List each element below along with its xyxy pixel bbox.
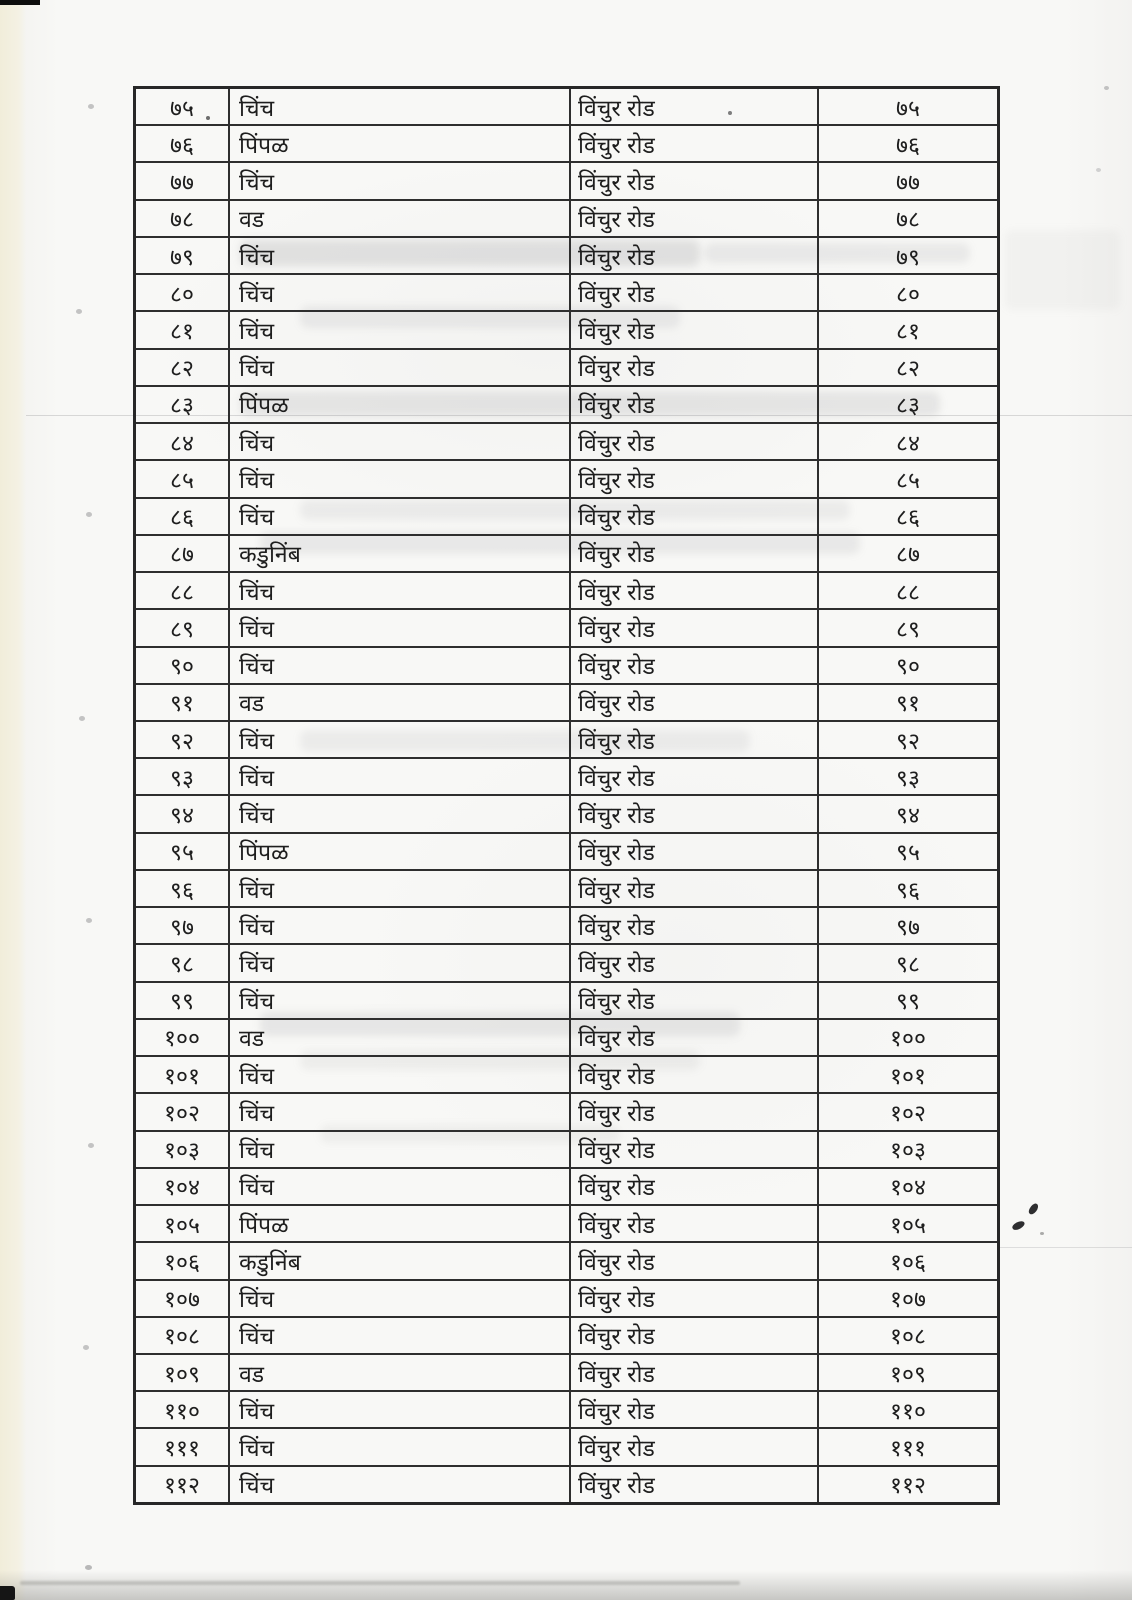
cell-tree-no: १०० bbox=[890, 1025, 926, 1052]
cell-tree-no: ९५ bbox=[896, 839, 920, 866]
cell-tree-type: कडुनिंब bbox=[230, 1243, 571, 1278]
cell-tree-no: ९३ bbox=[896, 764, 920, 791]
scan-speck bbox=[88, 1143, 94, 1148]
cell-tree-type: चिंच bbox=[230, 424, 571, 459]
cell-tree-type: चिंच bbox=[230, 1281, 571, 1316]
table-row bbox=[136, 1169, 997, 1206]
cell-sr-no: ७८ bbox=[136, 201, 230, 236]
cell-location: विंचुर रोड bbox=[571, 1132, 819, 1167]
cell-sr-no: ७९ bbox=[136, 238, 230, 273]
cell-location: विंचुर रोड bbox=[571, 238, 819, 273]
table-row bbox=[136, 238, 997, 275]
cell-location: विंचुर रोड bbox=[571, 796, 819, 831]
cell-sr-no: १११ bbox=[136, 1429, 230, 1464]
cell-tree-no: ७६ bbox=[896, 131, 920, 158]
cell-tree-type: चिंच bbox=[230, 1169, 571, 1204]
cell-sr-no: १०३ bbox=[136, 1132, 230, 1167]
table-row bbox=[136, 424, 997, 461]
scan-speck bbox=[206, 116, 210, 120]
cell-sr-no: ८८ bbox=[136, 573, 230, 608]
cell-location: विंचुर रोड bbox=[571, 908, 819, 943]
cell-sr-no: ९२ bbox=[136, 722, 230, 757]
scan-left-edge-strip bbox=[0, 0, 26, 1600]
table-row bbox=[136, 573, 997, 610]
cell-tree-type: चिंच bbox=[230, 945, 571, 980]
cell-tree-no: ८६ bbox=[896, 504, 920, 531]
cell-sr-no: १०६ bbox=[136, 1243, 230, 1278]
cell-location: विंचुर रोड bbox=[571, 1243, 819, 1278]
cell-location: विंचुर रोड bbox=[571, 126, 819, 161]
cell-tree-type: कडुनिंब bbox=[230, 536, 571, 571]
cell-sr-no: ११२ bbox=[136, 1467, 230, 1502]
cell-tree-type: वड bbox=[230, 1355, 571, 1390]
cell-tree-no: ८३ bbox=[896, 392, 920, 419]
scan-bottom-shadow bbox=[0, 1570, 1132, 1600]
cell-tree-type: चिंच bbox=[230, 871, 571, 906]
cell-tree-no: १०३ bbox=[890, 1137, 926, 1164]
cell-sr-no: १०१ bbox=[136, 1057, 230, 1092]
cell-tree-type: चिंच bbox=[230, 275, 571, 310]
cell-location: विंचुर रोड bbox=[571, 722, 819, 757]
table-row bbox=[136, 275, 997, 312]
scan-corner-mark-top-left bbox=[0, 0, 40, 5]
cell-location: विंचुर रोड bbox=[571, 163, 819, 198]
cell-sr-no: ८१ bbox=[136, 312, 230, 347]
cell-tree-type: चिंच bbox=[230, 908, 571, 943]
table-row bbox=[136, 1392, 997, 1429]
cell-tree-no: ९९ bbox=[896, 988, 920, 1015]
cell-tree-type: चिंच bbox=[230, 350, 571, 385]
table-row bbox=[136, 1467, 997, 1502]
cell-sr-no: ११० bbox=[136, 1392, 230, 1427]
cell-location: विंचुर रोड bbox=[571, 1429, 819, 1464]
cell-tree-type: चिंच bbox=[230, 1392, 571, 1427]
cell-sr-no: ८३ bbox=[136, 387, 230, 422]
cell-tree-type: चिंच bbox=[230, 1132, 571, 1167]
cell-tree-no: ८१ bbox=[896, 318, 920, 345]
table-row bbox=[136, 126, 997, 163]
cell-sr-no: ९६ bbox=[136, 871, 230, 906]
cell-location: विंचुर रोड bbox=[571, 685, 819, 720]
cell-tree-type: पिंपळ bbox=[230, 387, 571, 422]
cell-sr-no: ९५ bbox=[136, 834, 230, 869]
cell-tree-no: १०९ bbox=[890, 1360, 926, 1387]
cell-location: विंचुर रोड bbox=[571, 1020, 819, 1055]
cell-location: विंचुर रोड bbox=[571, 424, 819, 459]
cell-location: विंचुर रोड bbox=[571, 1355, 819, 1390]
cell-tree-no: ९६ bbox=[896, 876, 920, 903]
table-row bbox=[136, 610, 997, 647]
table-row bbox=[136, 387, 997, 424]
cell-location: विंचुर रोड bbox=[571, 1169, 819, 1204]
cell-tree-type: चिंच bbox=[230, 1429, 571, 1464]
cell-tree-no: ८२ bbox=[896, 355, 920, 382]
bleed-smudge bbox=[1005, 230, 1120, 310]
table-row bbox=[136, 1020, 997, 1057]
cell-tree-no: १११ bbox=[890, 1435, 926, 1462]
cell-location: विंचुर रोड bbox=[571, 312, 819, 347]
cell-tree-type: चिंच bbox=[230, 648, 571, 683]
cell-tree-type: चिंच bbox=[230, 1057, 571, 1092]
ink-mark bbox=[1027, 1202, 1040, 1216]
cell-sr-no: ८६ bbox=[136, 499, 230, 534]
cell-tree-no: ८५ bbox=[896, 466, 920, 493]
cell-sr-no: ९९ bbox=[136, 983, 230, 1018]
cell-location: विंचुर रोड bbox=[571, 536, 819, 571]
cell-tree-no: १०२ bbox=[890, 1099, 926, 1126]
cell-tree-no: ७८ bbox=[896, 206, 920, 233]
cell-tree-no: १०६ bbox=[890, 1248, 926, 1275]
tree-table bbox=[133, 86, 1000, 1505]
cell-tree-type: चिंच bbox=[230, 759, 571, 794]
cell-location: विंचुर रोड bbox=[571, 610, 819, 645]
cell-sr-no: ८९ bbox=[136, 610, 230, 645]
scan-speck bbox=[88, 104, 94, 109]
cell-tree-type: चिंच bbox=[230, 796, 571, 831]
cell-tree-type: चिंच bbox=[230, 461, 571, 496]
cell-location: विंचुर रोड bbox=[571, 1281, 819, 1316]
cell-sr-no: ८२ bbox=[136, 350, 230, 385]
cell-tree-type: वड bbox=[230, 1020, 571, 1055]
table-row bbox=[136, 312, 997, 349]
cell-sr-no: १०० bbox=[136, 1020, 230, 1055]
cell-tree-no: ८४ bbox=[896, 429, 920, 456]
cell-tree-type: चिंच bbox=[230, 1467, 571, 1502]
table-row bbox=[136, 1132, 997, 1169]
table-row bbox=[136, 945, 997, 982]
table-row bbox=[136, 1057, 997, 1094]
cell-tree-type: चिंच bbox=[230, 89, 571, 124]
cell-tree-no: ११० bbox=[890, 1397, 926, 1424]
cell-tree-no: ९४ bbox=[896, 802, 920, 829]
cell-tree-no: ७५ bbox=[896, 94, 920, 121]
cell-tree-no: १०८ bbox=[890, 1323, 926, 1350]
scan-speck bbox=[79, 716, 85, 721]
cell-tree-no: १०१ bbox=[890, 1062, 926, 1089]
table-row bbox=[136, 89, 997, 126]
scan-speck bbox=[86, 918, 92, 923]
cell-sr-no: ८० bbox=[136, 275, 230, 310]
bleed-line bbox=[1000, 1247, 1132, 1248]
cell-location: विंचुर रोड bbox=[571, 945, 819, 980]
cell-tree-type: चिंच bbox=[230, 610, 571, 645]
scan-speck bbox=[1104, 86, 1109, 90]
cell-tree-no: ९० bbox=[896, 653, 920, 680]
cell-tree-type: चिंच bbox=[230, 983, 571, 1018]
cell-sr-no: ९४ bbox=[136, 796, 230, 831]
table-row bbox=[136, 648, 997, 685]
cell-tree-no: ७९ bbox=[896, 243, 920, 270]
cell-sr-no: ९८ bbox=[136, 945, 230, 980]
cell-tree-no: ११२ bbox=[890, 1472, 926, 1499]
cell-tree-no: ८० bbox=[896, 280, 920, 307]
cell-tree-type: पिंपळ bbox=[230, 834, 571, 869]
cell-tree-type: चिंच bbox=[230, 499, 571, 534]
table-row bbox=[136, 1281, 997, 1318]
table-row bbox=[136, 1243, 997, 1280]
table-row bbox=[136, 1206, 997, 1243]
cell-tree-type: पिंपळ bbox=[230, 1206, 571, 1241]
cell-location: विंचुर रोड bbox=[571, 648, 819, 683]
cell-tree-type: चिंच bbox=[230, 1094, 571, 1129]
cell-sr-no: ८४ bbox=[136, 424, 230, 459]
table-row bbox=[136, 499, 997, 536]
cell-tree-type: चिंच bbox=[230, 238, 571, 273]
cell-location: विंचुर रोड bbox=[571, 834, 819, 869]
table-row bbox=[136, 983, 997, 1020]
cell-tree-type: चिंच bbox=[230, 312, 571, 347]
table-row bbox=[136, 834, 997, 871]
cell-location: विंचुर रोड bbox=[571, 1206, 819, 1241]
cell-sr-no: १०५ bbox=[136, 1206, 230, 1241]
cell-sr-no: ८७ bbox=[136, 536, 230, 571]
table-row bbox=[136, 1318, 997, 1355]
cell-location: विंचुर रोड bbox=[571, 1392, 819, 1427]
cell-sr-no: ९० bbox=[136, 648, 230, 683]
cell-location: विंचुर रोड bbox=[571, 1057, 819, 1092]
cell-tree-type: वड bbox=[230, 685, 571, 720]
cell-location: विंचुर रोड bbox=[571, 573, 819, 608]
cell-tree-type: चिंच bbox=[230, 163, 571, 198]
scan-speck bbox=[76, 309, 82, 314]
table-row bbox=[136, 536, 997, 573]
cell-location: विंचुर रोड bbox=[571, 983, 819, 1018]
ink-mark bbox=[1011, 1219, 1026, 1231]
table-row bbox=[136, 1355, 997, 1392]
cell-sr-no: ९७ bbox=[136, 908, 230, 943]
cell-location: विंचुर रोड bbox=[571, 201, 819, 236]
scan-speck bbox=[728, 111, 732, 115]
cell-location: विंचुर रोड bbox=[571, 1318, 819, 1353]
cell-location: विंचुर रोड bbox=[571, 499, 819, 534]
scan-speck bbox=[1096, 168, 1101, 172]
cell-sr-no: ७७ bbox=[136, 163, 230, 198]
cell-tree-type: चिंच bbox=[230, 722, 571, 757]
cell-location: विंचुर रोड bbox=[571, 461, 819, 496]
cell-location: विंचुर रोड bbox=[571, 275, 819, 310]
scan-corner-mark-bottom-left bbox=[0, 1586, 15, 1600]
cell-location: विंचुर रोड bbox=[571, 1467, 819, 1502]
table-row bbox=[136, 871, 997, 908]
cell-tree-no: ९८ bbox=[896, 951, 920, 977]
cell-location: विंचुर रोड bbox=[571, 871, 819, 906]
cell-sr-no: ९३ bbox=[136, 759, 230, 794]
cell-sr-no: ७५ bbox=[136, 89, 230, 124]
cell-sr-no: १०७ bbox=[136, 1281, 230, 1316]
cell-tree-no: ९७ bbox=[896, 913, 920, 940]
cell-sr-no: ८५ bbox=[136, 461, 230, 496]
cell-tree-type: वड bbox=[230, 201, 571, 236]
cell-sr-no: ७६ bbox=[136, 126, 230, 161]
cell-tree-type: चिंच bbox=[230, 1318, 571, 1353]
cell-sr-no: १०२ bbox=[136, 1094, 230, 1129]
cell-location: विंचुर रोड bbox=[571, 89, 819, 124]
cell-tree-no: ९२ bbox=[896, 727, 920, 754]
scan-speck bbox=[86, 512, 92, 517]
table-row bbox=[136, 350, 997, 387]
cell-tree-no: १०७ bbox=[890, 1286, 926, 1313]
cell-tree-no: ९१ bbox=[896, 690, 920, 717]
cell-sr-no: १०८ bbox=[136, 1318, 230, 1353]
cell-sr-no: १०४ bbox=[136, 1169, 230, 1204]
table-row bbox=[136, 1429, 997, 1466]
cell-tree-type: चिंच bbox=[230, 573, 571, 608]
table-row bbox=[136, 796, 997, 833]
scan-speck bbox=[83, 1345, 89, 1350]
cell-sr-no: ९१ bbox=[136, 685, 230, 720]
table-row bbox=[136, 722, 997, 759]
table-row bbox=[136, 1094, 997, 1131]
table-row bbox=[136, 201, 997, 238]
cell-tree-no: ८७ bbox=[896, 541, 920, 568]
table-row bbox=[136, 908, 997, 945]
table-row bbox=[136, 759, 997, 796]
scan-speck bbox=[1040, 1232, 1044, 1235]
table-row bbox=[136, 685, 997, 722]
cell-sr-no: १०९ bbox=[136, 1355, 230, 1390]
table-row bbox=[136, 461, 997, 498]
cell-tree-type: पिंपळ bbox=[230, 126, 571, 161]
cell-tree-no: ८९ bbox=[896, 615, 920, 642]
cell-location: विंचुर रोड bbox=[571, 759, 819, 794]
cell-tree-no: ७७ bbox=[896, 169, 920, 196]
cell-tree-no: १०४ bbox=[890, 1174, 926, 1201]
cell-location: विंचुर रोड bbox=[571, 1094, 819, 1129]
cell-location: विंचुर रोड bbox=[571, 350, 819, 385]
cell-tree-no: ८८ bbox=[896, 578, 920, 605]
table-row bbox=[136, 163, 997, 200]
cell-tree-no: १०५ bbox=[890, 1211, 926, 1238]
cell-location: विंचुर रोड bbox=[571, 387, 819, 422]
